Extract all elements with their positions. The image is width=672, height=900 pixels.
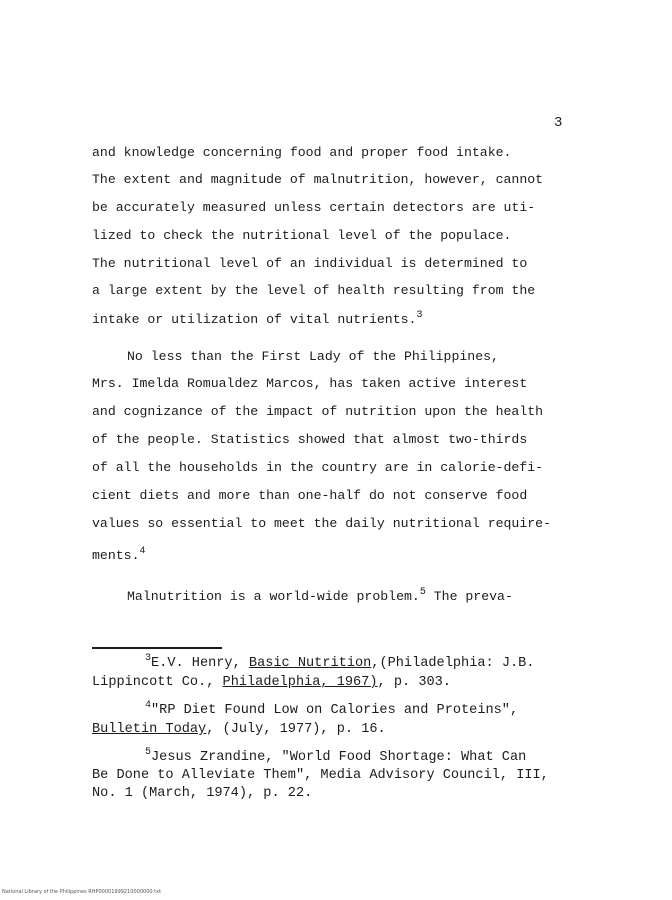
- text-line: and knowledge concerning food and proper food intake.: [92, 145, 512, 160]
- footnote-ref: 3: [416, 310, 423, 321]
- text-line: of all the households in the country are in calorie-defi-: [92, 460, 544, 475]
- text-fragment: Philadelphia, 1967): [222, 675, 378, 690]
- text-line: values so essential to meet the daily nutritional require-: [92, 516, 551, 531]
- text-line: cient diets and more than one-half do not conserve food: [92, 488, 528, 503]
- footnote-number: 5: [145, 747, 152, 758]
- footnote-line: [145, 747, 527, 765]
- text-line: Mrs. Imelda Romualdez Marcos, has taken active interest: [92, 376, 528, 391]
- footnote-line: [145, 653, 535, 671]
- page-number: 3: [554, 115, 563, 131]
- text-fragment: E.V. Henry,: [151, 656, 249, 671]
- text-fragment: Lippincott Co.,: [92, 675, 223, 690]
- text-fragment: The preva-: [425, 589, 513, 604]
- footnote-line: Be Done to Alleviate Them", Media Advisory Council, III,: [92, 768, 549, 783]
- footnote-line: [92, 675, 451, 690]
- text-line: and cognizance of the impact of nutrition upon the health: [92, 404, 544, 419]
- text-line: a large extent by the level of health resulting from the: [92, 283, 536, 298]
- text-line: The extent and magnitude of malnutrition, however, cannot: [92, 172, 544, 187]
- footnote-ref: 4: [139, 546, 146, 557]
- text-fragment: , p. 303.: [377, 675, 451, 690]
- footnote-number: 4: [145, 700, 152, 711]
- text-fragment: , (July, 1977), p. 16.: [206, 722, 386, 737]
- text-line: lized to check the nutritional level of the populace.: [92, 228, 512, 243]
- text-line: [92, 548, 146, 563]
- text-fragment: ments.: [92, 548, 140, 563]
- text-fragment: Malnutrition is a world-wide problem.: [127, 589, 420, 604]
- text-fragment: ,(Philadelphia: J.B.: [371, 656, 535, 671]
- text-fragment: Jesus Zrandine, "World Food Shortage: What Can: [151, 750, 527, 765]
- footnote-divider: [92, 647, 222, 649]
- text-line: [92, 312, 422, 327]
- footnote-line: No. 1 (March, 1974), p. 22.: [92, 786, 313, 801]
- text-fragment: "RP Diet Found Low on Calories and Proteins",: [151, 703, 519, 718]
- publication-title: Bulletin Today: [92, 722, 207, 737]
- footnote-ref: 5: [419, 587, 426, 598]
- footnote-line: [92, 722, 386, 737]
- book-title: Basic Nutrition: [248, 656, 372, 671]
- footnote-line: [145, 700, 519, 718]
- text-line: No less than the First Lady of the Philippines,: [127, 349, 499, 364]
- text-fragment: intake or utilization of vital nutrients.: [92, 312, 417, 327]
- scanner-watermark: National Library of the Philippines RHP00001999210000000 txt: [2, 889, 162, 895]
- footnote-number: 3: [145, 653, 152, 664]
- text-line: The nutritional level of an individual is determined to: [92, 256, 528, 271]
- text-line: of the people. Statistics showed that almost two-thirds: [92, 432, 528, 447]
- text-line: be accurately measured unless certain detectors are uti-: [92, 200, 536, 215]
- text-line: [127, 589, 513, 604]
